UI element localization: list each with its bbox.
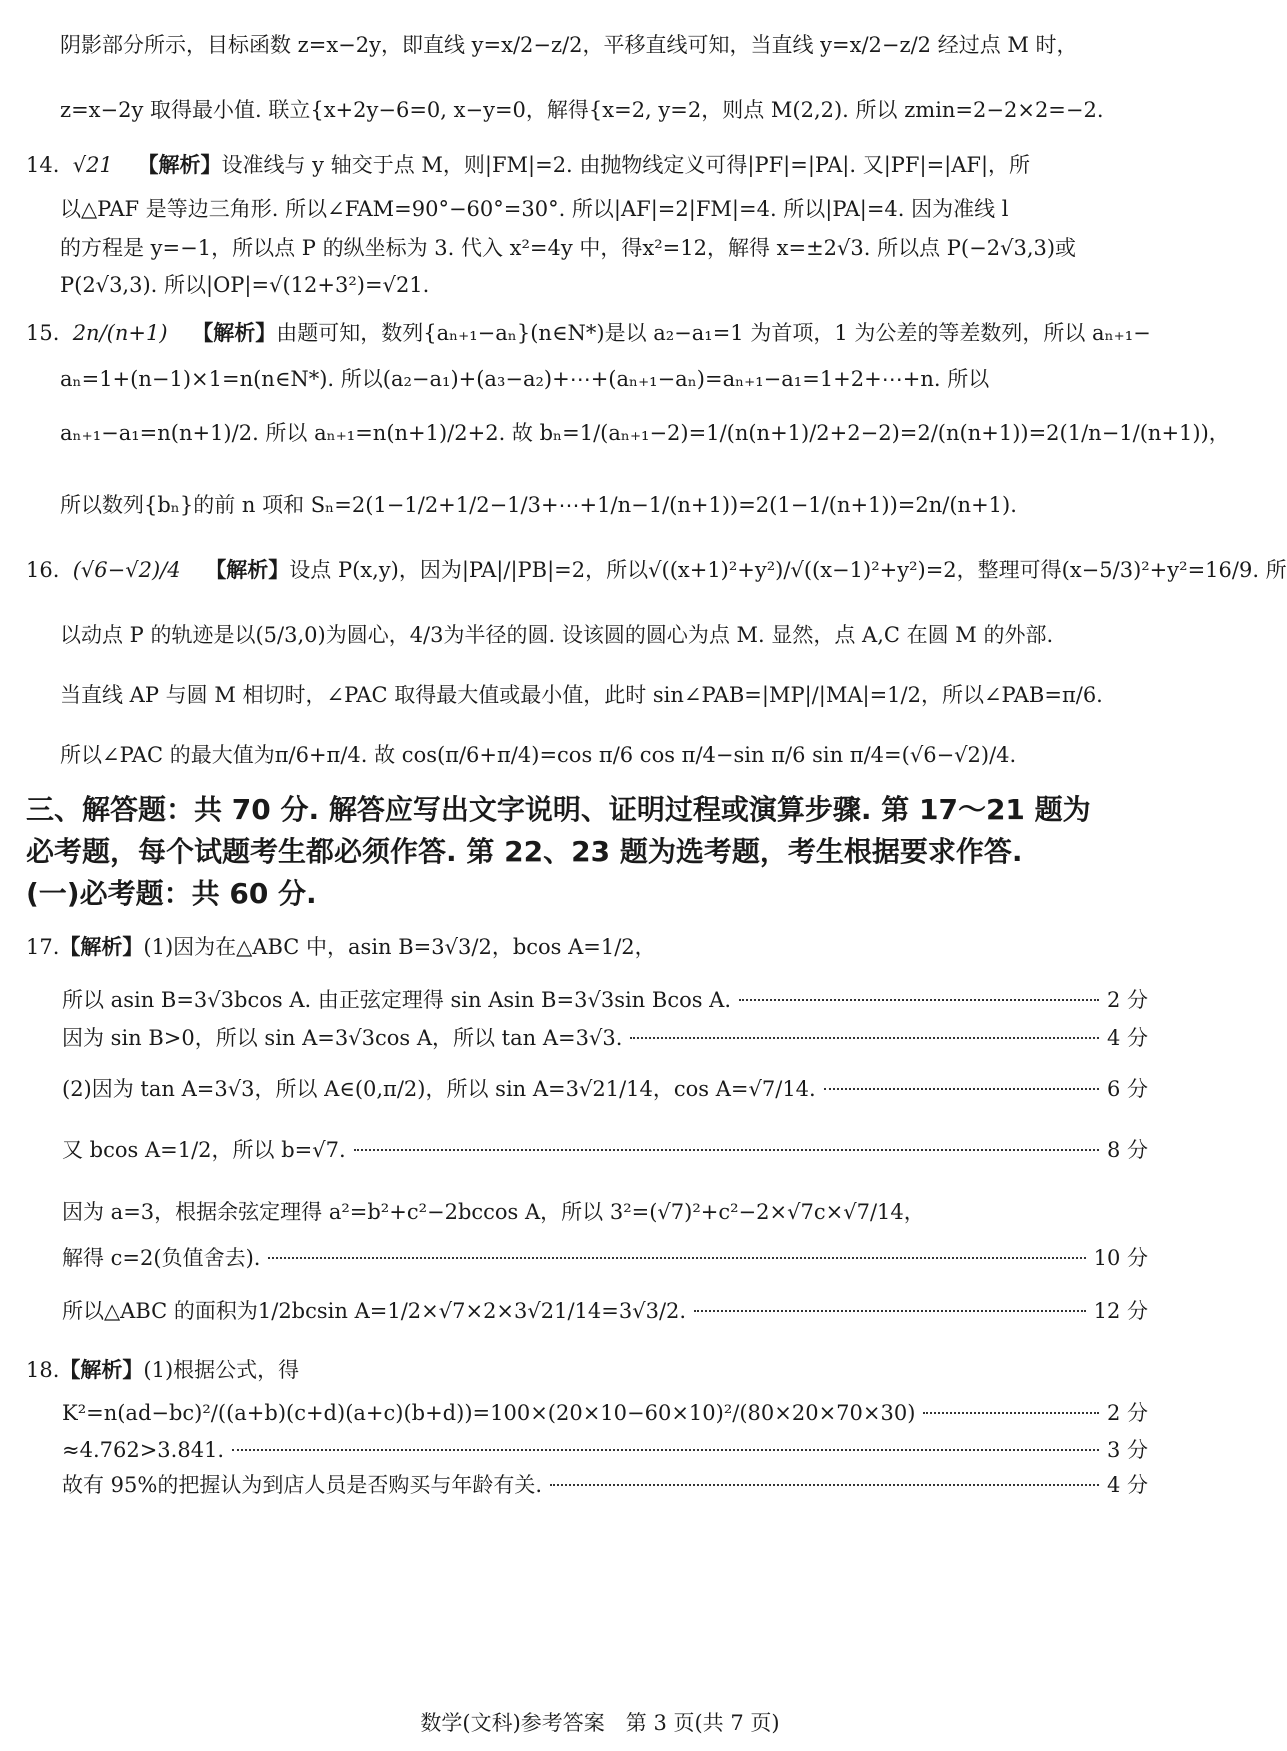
dot-leader: [694, 1310, 1086, 1312]
dot-leader: [824, 1088, 1099, 1090]
intro-line-1: 阴影部分所示，目标函数 z=x−2y，即直线 y=x/2−z/2，平移直线可知，当直线 y=x/2−z/2 经过点 M 时，: [60, 33, 1078, 57]
q17-number: 17.: [26, 935, 60, 959]
dot-leader: [739, 999, 1099, 1001]
q14-line-4: P(2√3,3). 所以|OP|=√(12+3²)=√21.: [60, 273, 430, 297]
section-3-heading-line-2: 必考题，每个试题考生都必须作答. 第 22、23 题为选考题，考生根据要求作答.: [26, 835, 1023, 868]
q17-header: [26, 932, 1140, 962]
step-score: 8 分: [1106, 1138, 1148, 1162]
q17-step: [62, 1135, 1148, 1165]
q15-answer: 2n/(n+1): [72, 321, 168, 345]
q16-header: [26, 555, 1287, 585]
q14-tag: 【解析】: [137, 152, 222, 177]
q14-header: [26, 150, 1140, 180]
q18-header: [26, 1355, 1140, 1385]
step-text: 又 bcos A=1/2，所以 b=√7.: [62, 1138, 346, 1162]
q18-step: [62, 1398, 1148, 1428]
step-text: ≈4.762>3.841.: [62, 1438, 225, 1462]
page-footer: 数学(文科)参考答案 第 3 页(共 7 页): [420, 1711, 780, 1735]
step-text: 所以△ABC 的面积为1/2bcsin A=1/2×√7×2×3√21/14=3√3/2.: [62, 1299, 687, 1323]
q15-line-1: 由题可知，数列{aₙ₊₁−aₙ}(n∈N*)是以 a₂−a₁=1 为首项，1 为公差的等差数列，所以 aₙ₊₁−: [276, 321, 1151, 345]
q16-line-1: 设点 P(x,y)，因为|PA|/|PB|=2，所以√((x+1)²+y²)/√((x−1)²+y²)=2，整理可得(x−5/3)²+y²=16/9. 所: [289, 558, 1287, 582]
step-score: 2 分: [1106, 988, 1148, 1012]
section-3-subheading: (一)必考题：共 60 分.: [26, 877, 317, 910]
dot-leader: [354, 1149, 1099, 1151]
q18-step: [62, 1435, 1148, 1465]
q15-tag: 【解析】: [192, 320, 277, 345]
q15-line-3: aₙ₊₁−a₁=n(n+1)/2. 所以 aₙ₊₁=n(n+1)/2+2. 故 bₙ=1/(aₙ₊₁−2)=1/(n(n+1)/2+2−2)=2/(n(n+1))=2(1/n−1/(n+1))，: [60, 421, 1230, 445]
q15-line-4: 所以数列{bₙ}的前 n 项和 Sₙ=2(1−1/2+1/2−1/3+⋯+1/n−1/(n+1))=2(1−1/(n+1))=2n/(n+1).: [60, 493, 1017, 517]
q18-step: [62, 1470, 1148, 1500]
step-text: 解得 c=2(负值舍去).: [62, 1246, 261, 1270]
q15-number: 15.: [26, 321, 60, 345]
q17-step: [62, 1023, 1148, 1053]
dot-leader: [268, 1257, 1085, 1259]
q16-line-3: 当直线 AP 与圆 M 相切时，∠PAC 取得最大值或最小值，此时 sin∠PAB=|MP|/|MA|=1/2，所以∠PAB=π/6.: [60, 683, 1103, 707]
dot-leader: [232, 1449, 1099, 1451]
step-score: 2 分: [1106, 1401, 1148, 1425]
q16-answer: (√6−√2)/4: [72, 558, 181, 582]
q16-number: 16.: [26, 558, 60, 582]
q18-number: 18.: [26, 1358, 60, 1382]
q14-line-2: 以△PAF 是等边三角形. 所以∠FAM=90°−60°=30°. 所以|AF|=2|FM|=4. 所以|PA|=4. 因为准线 l: [60, 197, 1009, 221]
step-text: 所以 asin B=3√3bcos A. 由正弦定理得 sin Asin B=3√3sin Bcos A.: [62, 988, 732, 1012]
step-score: 3 分: [1106, 1438, 1148, 1462]
q17-first-line: (1)因为在△ABC 中，asin B=3√3/2，bcos A=1/2，: [143, 935, 656, 959]
q16-line-2: 以动点 P 的轨迹是以(5/3,0)为圆心，4/3为半径的圆. 设该圆的圆心为点 M. 显然，点 A,C 在圆 M 的外部.: [60, 623, 1054, 647]
step-score: 4 分: [1106, 1026, 1148, 1050]
dot-leader: [923, 1412, 1099, 1414]
q17-tag: 【解析】: [59, 934, 144, 959]
step-text: 故有 95%的把握认为到店人员是否购买与年龄有关.: [62, 1473, 543, 1497]
q17-step: [62, 1296, 1148, 1326]
q17-step: [62, 1243, 1148, 1273]
step-text: K²=n(ad−bc)²/((a+b)(c+d)(a+c)(b+d))=100×(20×10−60×10)²/(80×20×70×30): [62, 1401, 916, 1425]
q15-header: [26, 318, 1151, 348]
q14-answer: √21: [72, 153, 113, 177]
q17-cosine-law-line: 因为 a=3，根据余弦定理得 a²=b²+c²−2bccos A，所以 3²=(√7)²+c²−2×√7c×√7/14，: [62, 1200, 925, 1224]
dot-leader: [550, 1484, 1099, 1486]
q15-line-2: aₙ=1+(n−1)×1=n(n∈N*). 所以(a₂−a₁)+(a₃−a₂)+⋯+(aₙ₊₁−aₙ)=aₙ₊₁−a₁=1+2+⋯+n. 所以: [60, 367, 990, 391]
step-score: 12 分: [1093, 1299, 1148, 1323]
q16-line-4: 所以∠PAC 的最大值为π/6+π/4. 故 cos(π/6+π/4)=cos π/6 cos π/4−sin π/6 sin π/4=(√6−√2)/4.: [60, 743, 1017, 767]
q18-first-line: (1)根据公式，得: [143, 1358, 300, 1382]
q18-tag: 【解析】: [59, 1357, 144, 1382]
q14-line-1: 设准线与 y 轴交于点 M，则|FM|=2. 由抛物线定义可得|PF|=|PA|. 又|PF|=|AF|，所: [221, 153, 1031, 177]
step-text: (2)因为 tan A=3√3，所以 A∈(0,π/2)，所以 sin A=3√21/14，cos A=√7/14.: [62, 1077, 816, 1101]
q17-step: [62, 1074, 1148, 1104]
step-score: 10 分: [1093, 1246, 1148, 1270]
q17-step: [62, 985, 1148, 1015]
dot-leader: [630, 1037, 1099, 1039]
q14-line-3: 的方程是 y=−1，所以点 P 的纵坐标为 3. 代入 x²=4y 中，得x²=12，解得 x=±2√3. 所以点 P(−2√3,3)或: [60, 236, 1077, 260]
q14-number: 14.: [26, 153, 60, 177]
step-text: 因为 sin B>0，所以 sin A=3√3cos A，所以 tan A=3√3.: [62, 1026, 623, 1050]
intro-line-2: z=x−2y 取得最小值. 联立{x+2y−6=0, x−y=0，解得{x=2, y=2，则点 M(2,2). 所以 zmin=2−2×2=−2.: [60, 98, 1104, 122]
q16-tag: 【解析】: [205, 557, 290, 582]
step-score: 6 分: [1106, 1077, 1148, 1101]
section-3-heading-line-1: 三、解答题：共 70 分. 解答应写出文字说明、证明过程或演算步骤. 第 17～21 题为: [26, 793, 1091, 826]
step-score: 4 分: [1106, 1473, 1148, 1497]
